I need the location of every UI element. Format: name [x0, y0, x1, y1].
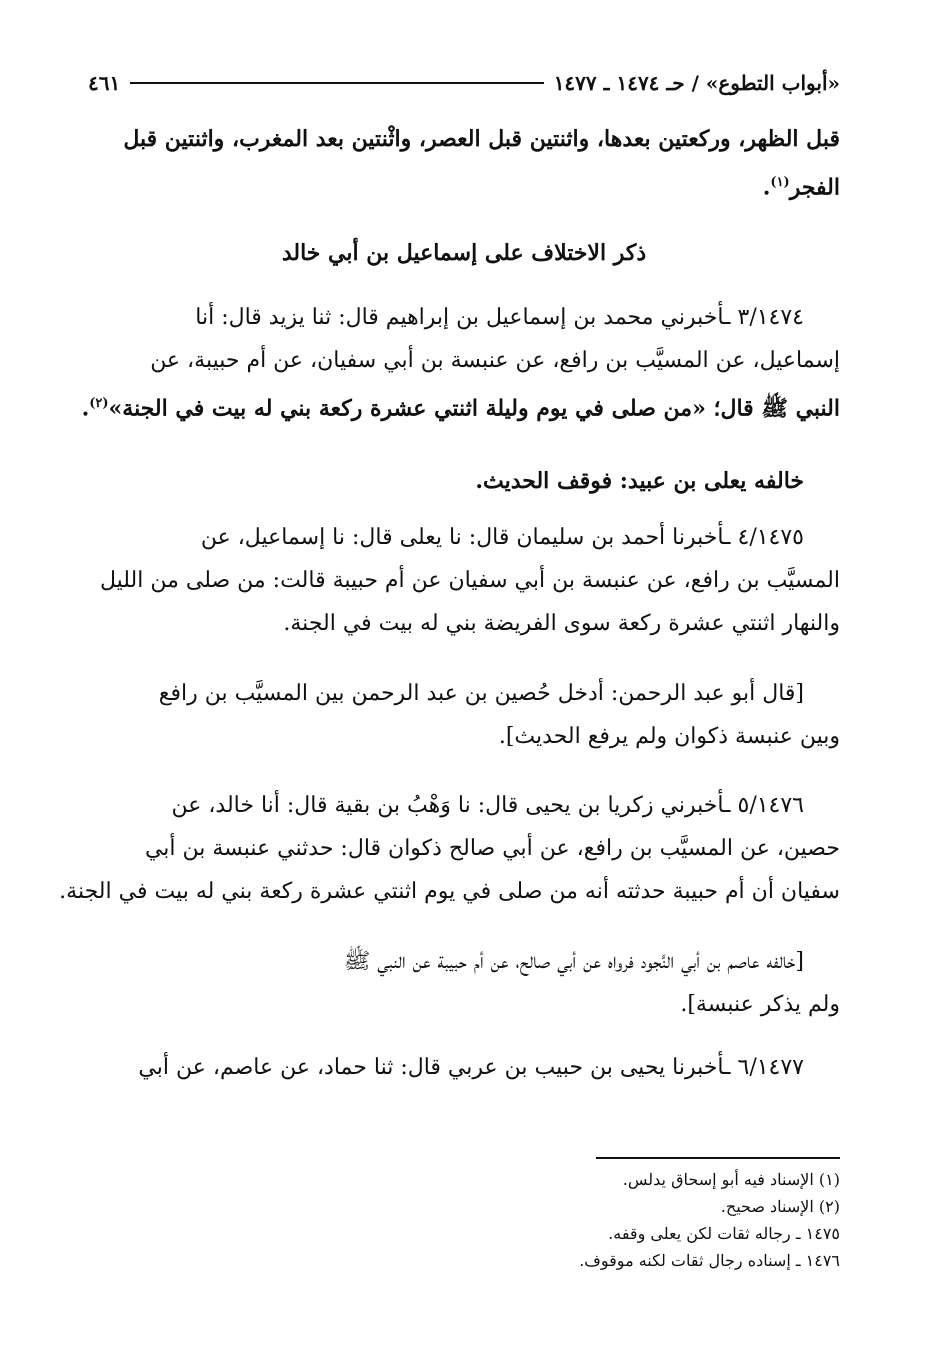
comment-abu-abdurrahman — [88, 672, 840, 758]
text-line: ولم يذكر عنبسة]. — [680, 992, 840, 1017]
footnote-1476: ١٤٧٦ ـ إسناده رجال ثقات لكنه موقوف. — [579, 1251, 840, 1270]
footnote-ref-1: (١) — [770, 175, 790, 190]
footnotes — [88, 1166, 840, 1274]
text-line: الفجر$^{(١)}$. — [762, 174, 840, 201]
text-line: وبين عنبسة ذكوان ولم يرفع الحديث]. — [498, 724, 840, 749]
footnote-2: (٢) الإسناد صحيح. — [720, 1197, 840, 1216]
heading-text: ذكر الاختلاف على إسماعيل بن أبي خالد — [281, 240, 647, 266]
hadith-1477 — [88, 1046, 840, 1089]
section-heading — [88, 232, 840, 275]
text-line: المسيَّب بن رافع، عن عنبسة بن أبي سفيان عن أم حبيبة قالت: من صلى من الليل — [99, 568, 840, 593]
running-head-rule — [130, 82, 543, 84]
comment-yala — [88, 460, 840, 503]
text-line: إسماعيل، عن المسيَّب بن رافع، عن عنبسة بن أبي سفيان، عن أم حبيبة، عن — [150, 348, 840, 373]
paragraph-continuation — [88, 118, 840, 204]
text-line: ٦/١٤٧٧ ـأخبرنا يحيى بن حبيب بن عربي قال: ثنا حماد، عن عاصم، عن أبي — [138, 1055, 804, 1080]
hadith-1474 — [81, 296, 840, 425]
text-line: والنهار اثنتي عشرة ركعة سوى الفريضة بني له بيت في الجنة. — [283, 611, 840, 636]
hadith-1475 — [88, 516, 840, 645]
text-line: حصين، عن المسيَّب بن رافع، عن أبي صالح ذكوان قال: حدثني عنبسة بن أبي — [144, 836, 840, 861]
footnote-separator — [596, 1157, 840, 1159]
text-line: النبي ﷺ قال؛ «من صلى في يوم وليلة اثنتي عشرة ركعة بني له بيت في الجنة»$^{(٢)}$. — [81, 395, 840, 422]
text-line: خالفه يعلى بن عبيد: فوقف الحديث. — [475, 468, 804, 494]
comment-asim — [88, 940, 840, 1026]
hadith-1476 — [59, 784, 840, 913]
footnote-1: (١) الإسناد فيه أبو إسحاق يدلس. — [622, 1170, 840, 1189]
text-line: قبل الظهر، وركعتين بعدها، واثنتين قبل العصر، واثْنتين بعد المغرب، واثنتين قبل — [123, 126, 840, 152]
running-head-title: «أبواب التطوع» / حـ ١٤٧٤ ـ ١٤٧٧ — [553, 71, 840, 95]
footnote-ref-2: (٢) — [89, 396, 109, 411]
text-line: ٣/١٤٧٤ ـأخبرني محمد بن إسماعيل بن إبراهيم قال: ثنا يزيد قال: أنا — [195, 305, 804, 330]
running-head — [88, 66, 840, 100]
footnote-1475: ١٤٧٥ ـ رجاله ثقات لكن يعلى وقفه. — [608, 1224, 840, 1243]
text-run: النبي ﷺ قال؛ «من صلى في يوم وليلة اثنتي عشرة ركعة بني له بيت في الجنة» — [108, 395, 840, 422]
text-line: [قال أبو عبد الرحمن: أدخل حُصين بن عبد الرحمن بين المسيَّب بن رافع — [158, 681, 804, 706]
text-line: سفيان أن أم حبيبة حدثته أنه من صلى في يوم اثنتي عشرة ركعة بني له بيت في الجنة. — [59, 879, 840, 904]
text-line: ٤/١٤٧٥ ـأخبرنا أحمد بن سليمان قال: نا يعلى قال: نا إسماعيل، عن — [200, 525, 804, 550]
text-line: [خالفه عاصم بن أبي النَّجود فرواه عن أبي صالح، عن أم حبيبة عن النبي ﷺ — [343, 949, 804, 974]
page-number: ٤٦١ — [88, 71, 121, 95]
text-line: ٥/١٤٧٦ ـأخبرني زكريا بن يحيى قال: نا وَهْبُ بن بقية قال: أنا خالد، عن — [171, 793, 804, 818]
text-run: الفجر — [789, 174, 840, 201]
